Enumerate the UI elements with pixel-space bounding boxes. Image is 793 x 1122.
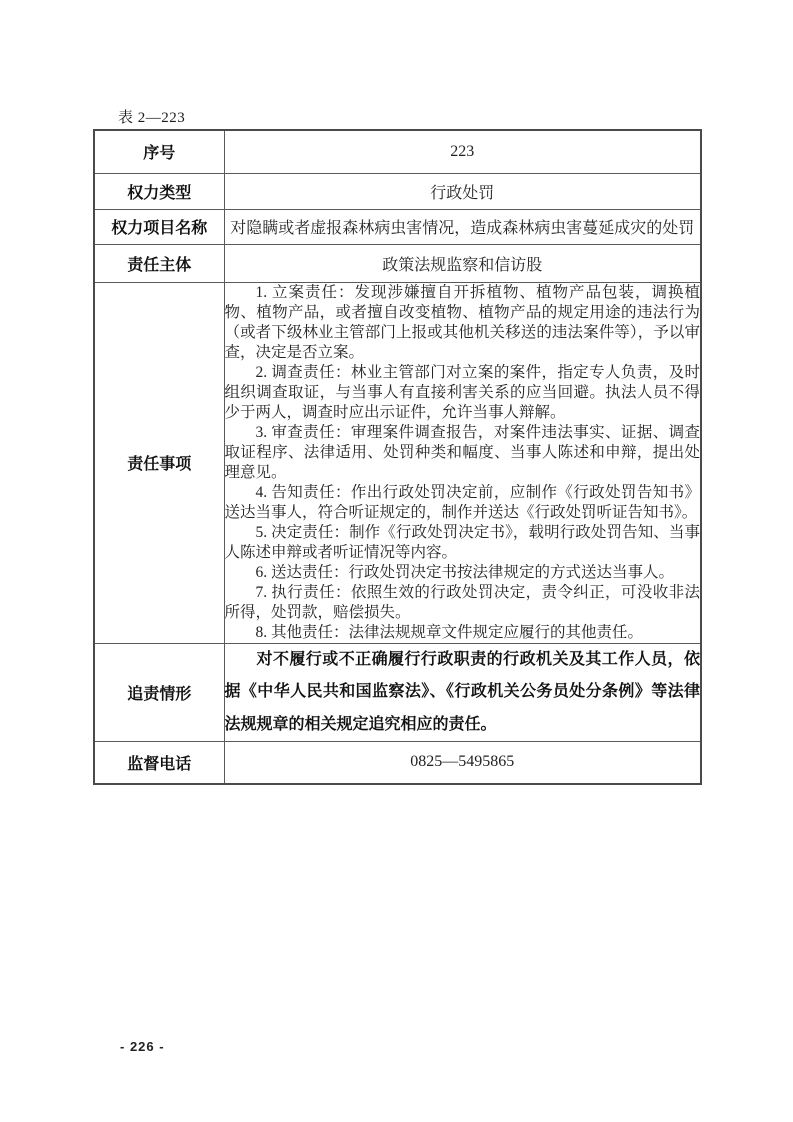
table-caption: 表 2—223 <box>118 110 186 126</box>
row-value-accountability <box>224 643 701 742</box>
duty-item-4: 4. 告知责任：作出行政处罚决定前，应制作《行政处罚告知书》送达当事人，符合听证规定的，制作并送达《行政处罚听证告知书》。 <box>224 483 700 521</box>
table-row <box>94 130 701 173</box>
row-label-duty-items: 责任事项 <box>94 282 224 643</box>
row-label-responsible-body: 责任主体 <box>94 244 224 282</box>
row-label-power-item-name: 权力项目名称 <box>94 209 224 244</box>
duty-item-8: 8. 其他责任：法律法规规章文件规定应履行的其他责任。 <box>255 623 644 641</box>
row-label-serial-number: 序号 <box>94 130 224 173</box>
row-value-power-type: 行政处罚 <box>224 173 701 209</box>
duty-item-5: 5. 决定责任：制作《行政处罚决定书》，载明行政处罚告知、当事人陈述申辩或者听证情况等内容。 <box>224 523 700 561</box>
table-row <box>94 173 701 209</box>
row-label-power-type: 权力类型 <box>94 173 224 209</box>
duty-item-2: 2. 调查责任：林业主管部门对立案的案件，指定专人负责，及时组织调查取证，与当事人有直接利害关系的应当回避。执法人员不得少于两人，调查时应出示证件，允许当事人辩解。 <box>224 363 700 421</box>
row-label-supervision-phone: 监督电话 <box>94 742 224 784</box>
table-row <box>94 244 701 282</box>
row-value-serial-number: 223 <box>224 130 701 173</box>
table-row <box>94 742 701 784</box>
duty-item-1: 1. 立案责任：发现涉嫌擅自开拆植物、植物产品包装，调换植物、植物产品，或者擅自改变植物、植物产品的规定用途的违法行为（或者下级林业主管部门上报或其他机关移送的违法案件等），予以审查，决定是否立案。 <box>224 283 700 361</box>
power-duty-table <box>93 129 702 785</box>
duty-item-7: 7. 执行责任：依照生效的行政处罚决定，责令纠正，可没收非法所得，处罚款，赔偿损失。 <box>224 583 700 621</box>
duty-item-6: 6. 送达责任：行政处罚决定书按法律规定的方式送达当事人。 <box>255 563 675 581</box>
row-label-accountability: 追责情形 <box>94 643 224 742</box>
page-number: - 226 - <box>120 1039 165 1054</box>
table-row <box>94 643 701 742</box>
accountability-text: 对不履行或不正确履行行政职责的行政机关及其工作人员，依据《中华人民共和国监察法》、《行政机关公务员处分条例》等法律法规规章的相关规定追究相应的责任。 <box>224 650 700 733</box>
row-value-duty-items <box>224 282 701 643</box>
row-value-responsible-body: 政策法规监察和信访股 <box>224 244 701 282</box>
duty-item-3: 3. 审查责任：审理案件调查报告，对案件违法事实、证据、调查取证程序、法律适用、处罚种类和幅度、当事人陈述和申辩，提出处理意见。 <box>224 423 700 481</box>
table-row <box>94 209 701 244</box>
row-value-power-item-name: 对隐瞒或者虚报森林病虫害情况，造成森林病虫害蔓延成灾的处罚 <box>224 209 701 244</box>
table-row <box>94 282 701 643</box>
row-value-supervision-phone: 0825—5495865 <box>224 742 701 784</box>
